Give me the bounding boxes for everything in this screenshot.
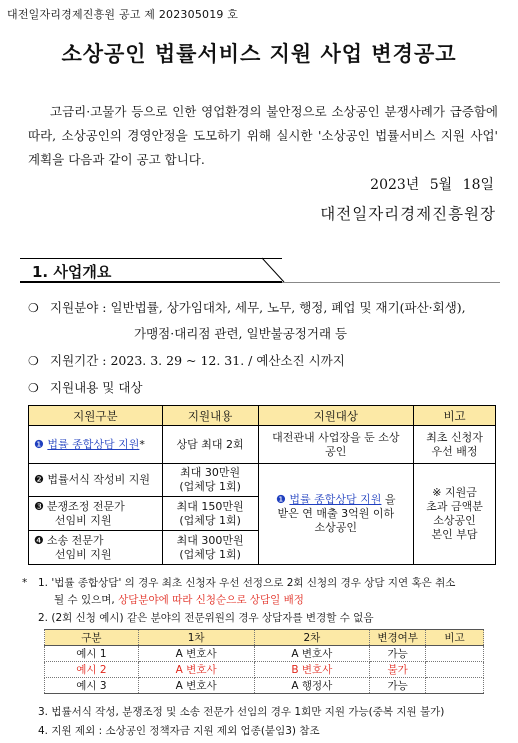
note-line: ※ 지원금 (432, 486, 477, 499)
footnote-4: 4. 지원 제외 : 소상공인 정책자금 지원 제외 업종(붙임3) 참조 (38, 725, 320, 737)
column-header: 2차 (254, 630, 370, 646)
bullet-support-content (28, 378, 142, 396)
section-heading-rule (262, 257, 502, 285)
merged-target-line3: 소상공인 (314, 521, 358, 534)
table-cell: 예시 3 (45, 678, 139, 694)
amount-text: 최대 30만원 (180, 466, 241, 479)
note-line: 초과 금액분 (426, 500, 483, 513)
footnote-red-text: 상담분야에 따라 신청순으로 상담일 배정 (118, 594, 304, 606)
column-header: 지원구분 (29, 406, 163, 426)
merged-note-cell (414, 464, 496, 565)
table-row (45, 646, 484, 662)
table-cell: A 행정사 (254, 678, 370, 694)
support-type-text: 법률서식 작성비 지원 (47, 473, 151, 486)
support-content-cell: 상담 최대 2회 (162, 426, 258, 464)
footnote-3: 3. 법률서식 작성, 분쟁조정 및 소송 전문가 선임의 경우 1회만 지원 가능(중복 지원 불가) (38, 706, 445, 718)
merged-target-line1 (261, 493, 412, 507)
merged-target-line2: 받은 연 매출 3억원 이하 (277, 507, 395, 520)
table-cell: 예시 2 (45, 662, 139, 678)
table-row (45, 662, 484, 678)
number-badge: ❸ (34, 499, 44, 513)
support-type-cell (29, 497, 163, 531)
column-header: 1차 (138, 630, 254, 646)
support-content-cell (162, 497, 258, 531)
table-row (29, 426, 496, 464)
support-table (28, 405, 496, 565)
support-content-cell (162, 531, 258, 565)
table-cell: B 변호사 (254, 662, 370, 678)
document-title: 소상공인 법률서비스 지원 사업 변경공고 (61, 42, 457, 66)
support-content-cell (162, 464, 258, 497)
signer: 대전일자리경제진흥원장 (320, 205, 496, 223)
note-line: 본인 부담 (431, 528, 478, 541)
footnote-2: 2. (2회 신청 예시) 같은 분야의 전문위원의 경우 상담자를 변경할 수 없음 (38, 612, 374, 624)
notice-date: 2023년 5월 18일 (370, 177, 494, 193)
limit-text: (업체당 1회) (179, 513, 241, 527)
table-cell: A 변호사 (254, 646, 370, 662)
number-badge: ❶ (276, 493, 286, 506)
support-type-text: 선임비 지원 (54, 547, 112, 561)
table-cell (426, 678, 484, 694)
table-cell: A 변호사 (138, 662, 254, 678)
table-row (45, 678, 484, 694)
table-cell (426, 662, 484, 678)
column-header: 지원내용 (162, 406, 258, 426)
bullet-support-period (28, 351, 345, 369)
amount-text: 최대 150만원 (176, 499, 244, 513)
section-heading-box (20, 258, 282, 283)
bullet-circle-icon: ❍ (28, 301, 39, 315)
support-type-cell (29, 426, 163, 464)
support-type-text: 선임비 지원 (54, 513, 112, 527)
support-type-cell (29, 464, 163, 497)
support-field-continuation: 가맹점·대리점 관련, 일반불공정거래 등 (134, 326, 348, 341)
note-cell: 최초 신청자 우선 배정 (414, 426, 496, 464)
table-header-row (29, 406, 496, 426)
table-cell: A 변호사 (138, 646, 254, 662)
number-badge: ❷ (34, 473, 44, 486)
support-field-text: 지원분야 : 일반법률, 상가임대차, 세무, 노무, 행정, 폐업 및 재기(파산·회생), (50, 300, 466, 315)
section-heading: 1. 사업개요 (32, 263, 112, 281)
amount-text: 최대 300만원 (176, 533, 244, 547)
table-cell: 가능 (370, 678, 426, 694)
footnote-mark: * (139, 437, 145, 451)
support-target-cell: 대전관내 사업장을 둔 소상공인 (258, 426, 414, 464)
column-header: 비고 (414, 406, 496, 426)
table-row (29, 464, 496, 497)
column-header: 변경여부 (370, 630, 426, 646)
footnote-1-line1: 1. '법률 종합상담' 의 경우 최초 신청자 우선 선정으로 2회 신청의 경우 상담 지연 혹은 취소 (38, 577, 456, 589)
limit-text: (업체당 1회) (179, 547, 241, 561)
support-type-text: 소송 전문가 (46, 533, 104, 547)
note-line: 소상공인 (433, 514, 476, 527)
notice-number: 대전일자리경제진흥원 공고 제 202305019 호 (7, 8, 239, 21)
limit-text: (업체당 1회) (179, 480, 241, 493)
support-content-text: 지원내용 및 대상 (50, 380, 143, 395)
bullet-support-field (28, 298, 466, 316)
support-type-text: 분쟁조정 전문가 (46, 499, 125, 513)
table-cell: 불가 (370, 662, 426, 678)
table-cell: A 변호사 (138, 678, 254, 694)
table-cell: 예시 1 (45, 646, 139, 662)
intro-paragraph: 고금리·고물가 등으로 인한 영업환경의 불안정으로 소상공인 분쟁사례가 급증함에 따라, 소상공인의 경영안정을 도모하기 위해 실시한 '소상공인 법률서비스 지원 사업' 계획을 다음과 같이 공고 합니다. (28, 104, 498, 167)
footnote-text: 될 수 있으며, (54, 594, 119, 606)
table-header-row (45, 630, 484, 646)
number-badge: ❹ (34, 533, 44, 547)
example-table (44, 629, 484, 694)
table-cell (426, 646, 484, 662)
consultation-link[interactable]: 법률 종합상담 지원 (47, 437, 140, 451)
footnote-star: * (22, 577, 28, 589)
merged-target-cell (258, 464, 414, 565)
column-header: 비고 (426, 630, 484, 646)
support-period-text: 지원기간 : 2023. 3. 29 ~ 12. 31. / 예산소진 시까지 (50, 353, 345, 368)
footnote-1-line2 (54, 592, 304, 608)
consultation-link[interactable]: 법률 종합상담 지원 (289, 493, 382, 506)
bullet-circle-icon: ❍ (28, 354, 39, 368)
target-suffix: 을 (381, 493, 396, 506)
support-type-cell (29, 531, 163, 565)
column-header: 구분 (45, 630, 139, 646)
column-header: 지원대상 (258, 406, 414, 426)
bullet-circle-icon: ❍ (28, 381, 39, 395)
table-cell: 가능 (370, 646, 426, 662)
number-badge: ❶ (34, 437, 44, 451)
